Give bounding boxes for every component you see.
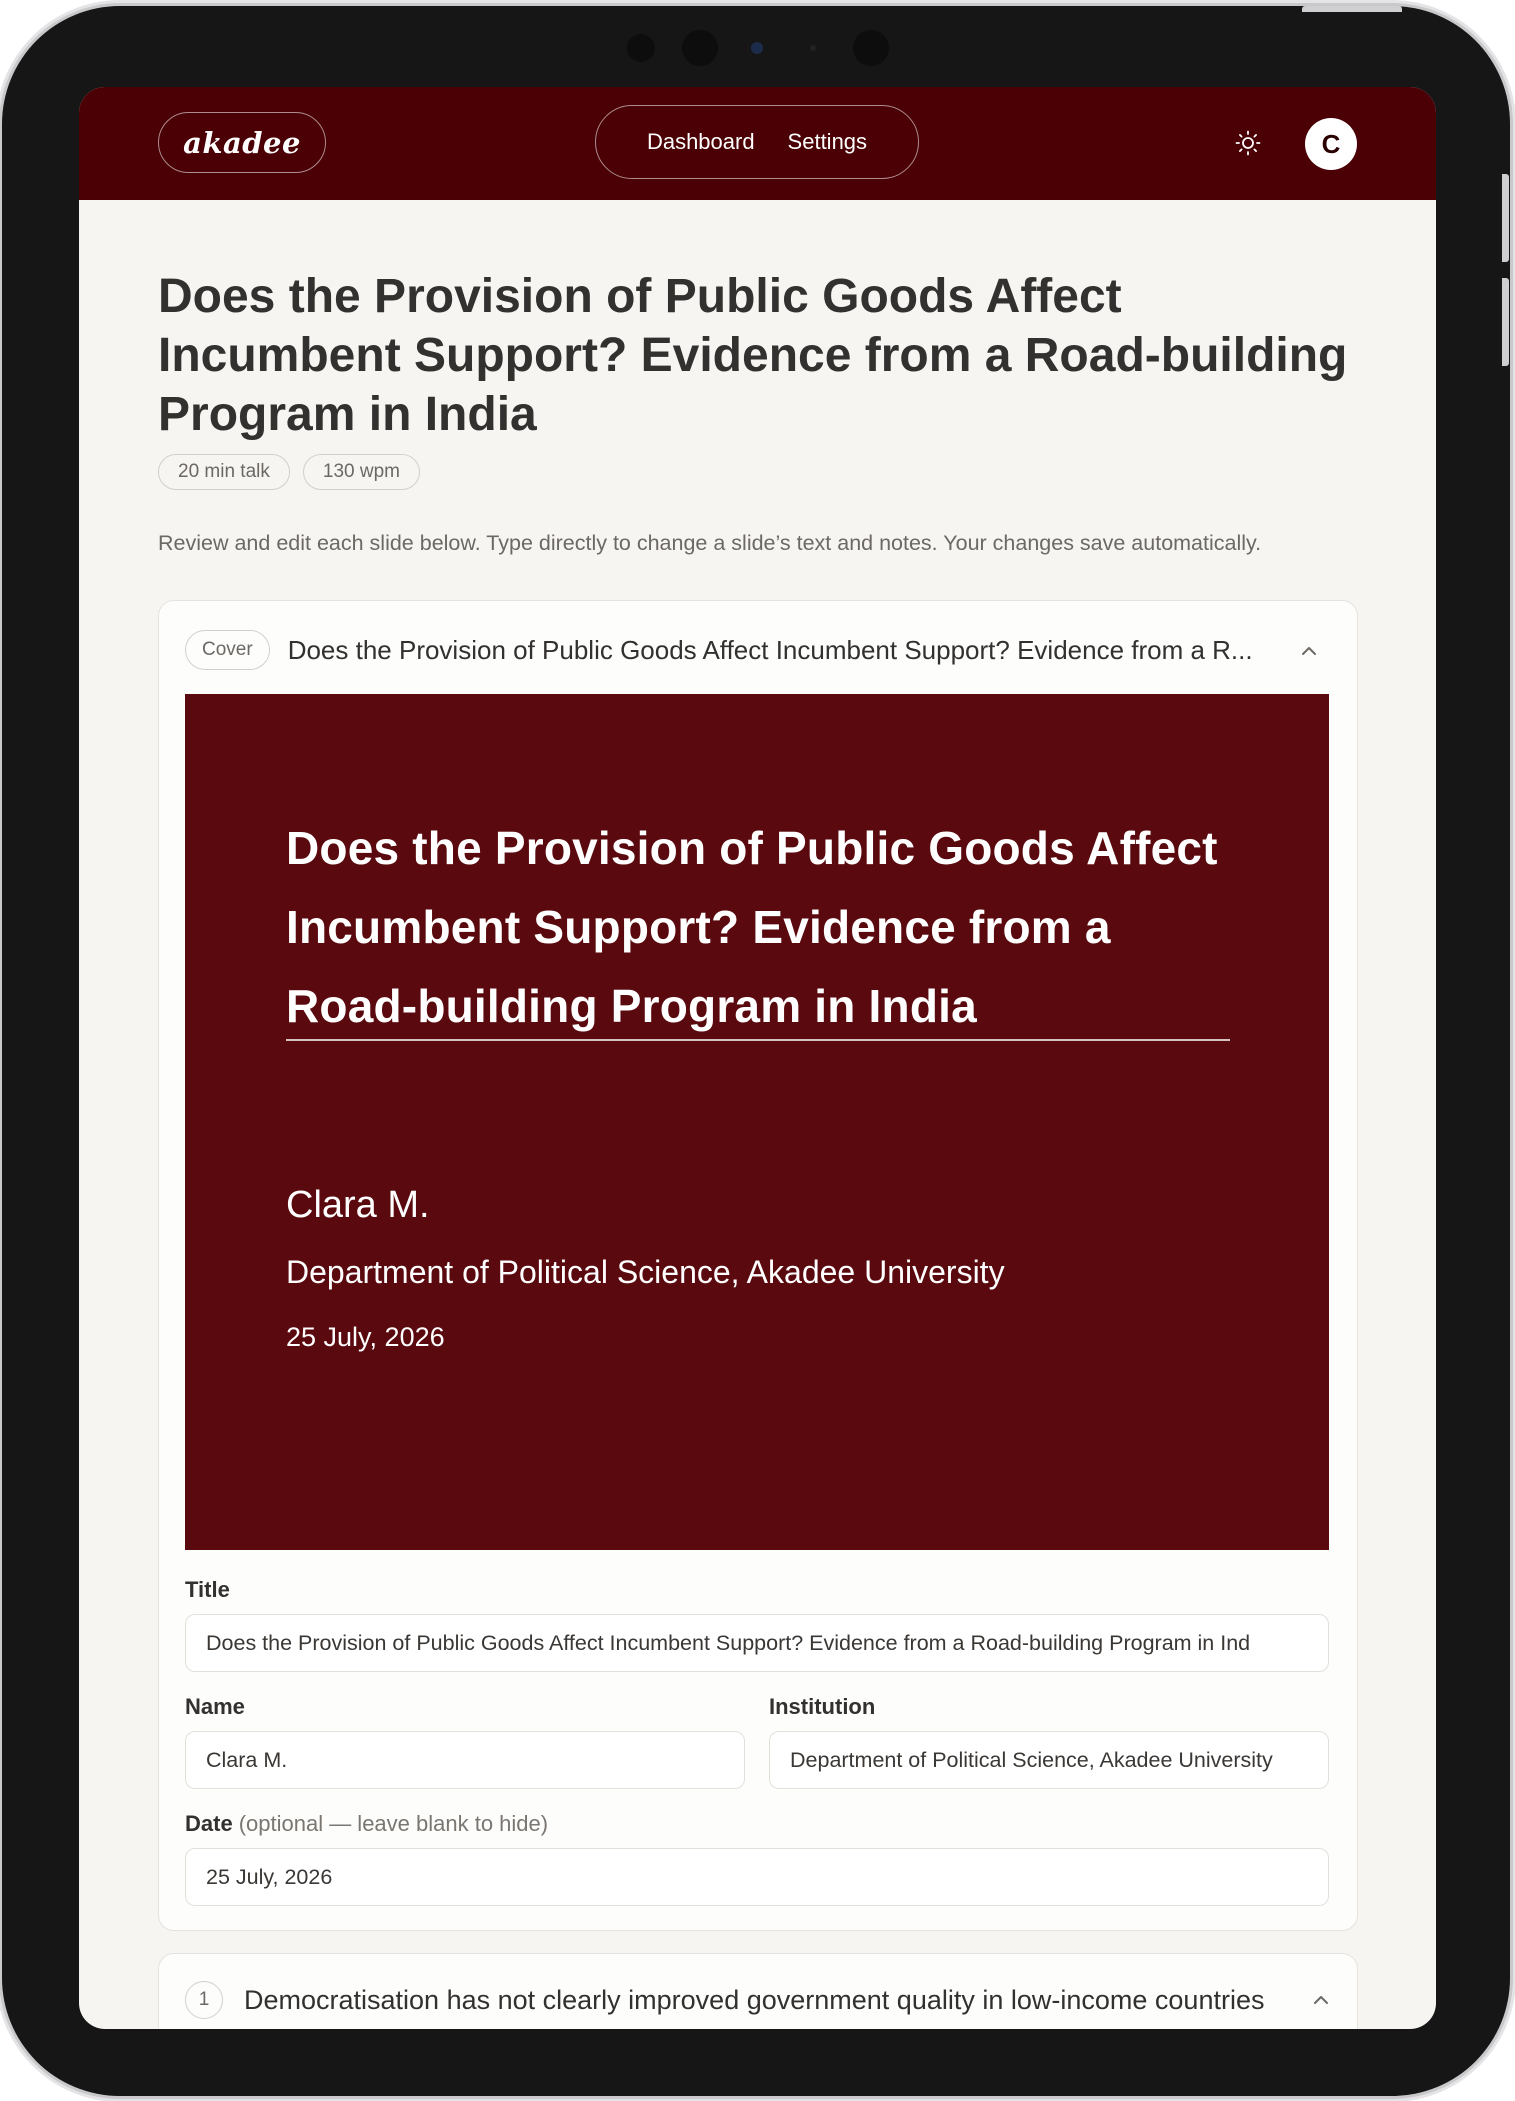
slide-institution[interactable]: Department of Political Science, Akadee University — [286, 1254, 1005, 1290]
slide-date[interactable]: 25 July, 2026 — [286, 1322, 445, 1352]
talk-tags — [158, 454, 420, 490]
power-button — [1302, 6, 1402, 12]
front-camera — [751, 42, 763, 54]
cover-card-title: Does the Provision of Public Goods Affect Incumbent Support? Evidence from a R... — [287, 634, 1253, 665]
slide-number-badge: 1 — [185, 1981, 223, 2019]
date-input[interactable]: 25 July, 2026 — [185, 1848, 1329, 1906]
tablet-frame — [2, 6, 1510, 2096]
page-title: Does the Provision of Public Goods Affect Incumbent Support? Evidence from a Road-building Program in India — [158, 270, 1348, 441]
slide-card-1[interactable] — [158, 1953, 1358, 2029]
sensor-dot — [810, 45, 816, 51]
sun-icon[interactable] — [1235, 130, 1261, 156]
slide-divider — [286, 1039, 1230, 1041]
title-label: Title — [185, 1577, 230, 1602]
akadee-logo[interactable]: akadee — [158, 112, 326, 173]
cover-slide-preview — [185, 694, 1329, 1550]
volume-down-button — [1502, 278, 1509, 366]
slide-author-name[interactable]: Clara M. — [286, 1184, 430, 1226]
intro-text: Review and edit each slide below. Type directly to change a slide’s text and notes. Your changes save automatically. — [158, 531, 1262, 555]
sensor-dot — [682, 30, 718, 66]
volume-up-button — [1502, 174, 1509, 262]
screen — [79, 87, 1436, 2029]
slide-title[interactable]: Does the Provision of Public Goods Affect Incumbent Support? Evidence from a Road-building Program in India — [286, 822, 1218, 1032]
title-input[interactable]: Does the Provision of Public Goods Affect Incumbent Support? Evidence from a Road-building Program in Ind — [185, 1614, 1329, 1672]
institution-label: Institution — [769, 1694, 876, 1719]
main-nav — [595, 105, 919, 179]
name-input[interactable]: Clara M. — [185, 1731, 745, 1789]
cover-card-header[interactable] — [185, 627, 1331, 673]
date-label-row — [185, 1811, 548, 1837]
top-navbar — [79, 87, 1436, 200]
chevron-up-icon[interactable] — [1299, 641, 1319, 661]
date-label: Date — [185, 1811, 233, 1836]
nav-settings-link[interactable]: Settings — [787, 129, 868, 154]
chevron-up-icon[interactable] — [1311, 1990, 1331, 2010]
user-avatar[interactable]: C — [1305, 118, 1357, 170]
duration-tag: 20 min talk — [158, 454, 290, 490]
sensor-dot — [853, 30, 889, 66]
nav-dashboard-link[interactable]: Dashboard — [646, 129, 755, 154]
cover-badge: Cover — [185, 630, 270, 670]
date-hint: (optional — leave blank to hide) — [238, 1811, 549, 1836]
sensor-dot — [627, 34, 655, 62]
cover-slide-card — [158, 600, 1358, 1931]
speed-tag: 130 wpm — [303, 454, 420, 490]
name-label: Name — [185, 1694, 245, 1719]
institution-input[interactable]: Department of Political Science, Akadee University — [769, 1731, 1329, 1789]
slide-card-title: Democratisation has not clearly improved government quality in low-income countries — [244, 1985, 1265, 2015]
